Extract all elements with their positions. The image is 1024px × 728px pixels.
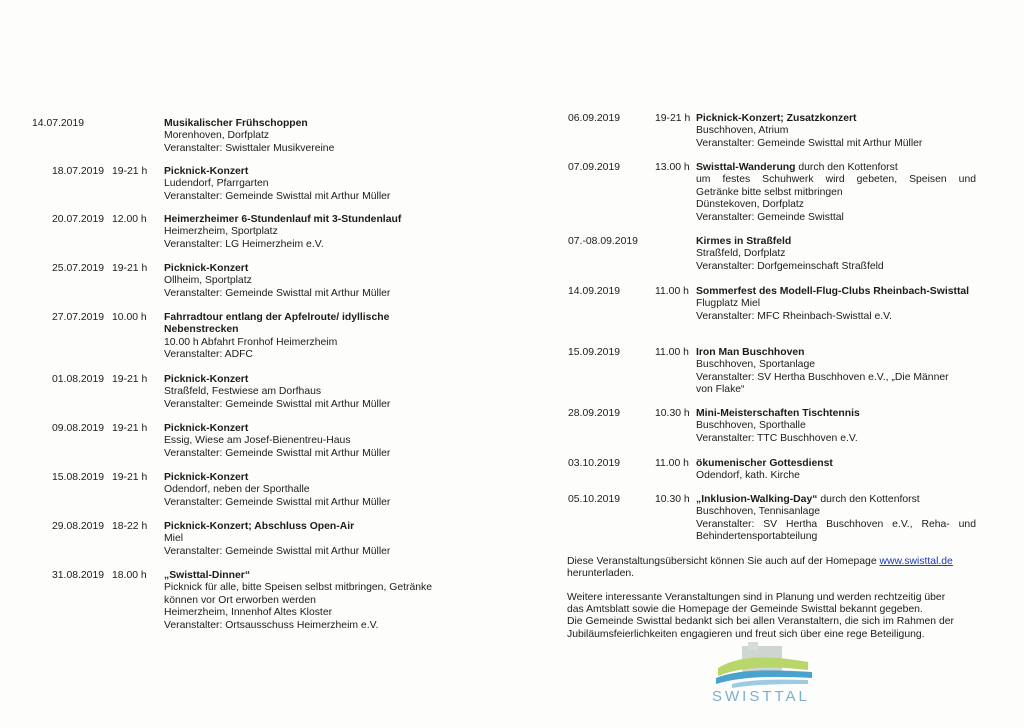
event-detail-line: Ludendorf, Pfarrgarten <box>164 178 269 190</box>
event-detail-line: Veranstalter: Gemeinde Swisttal mit Arthur Müller <box>164 545 391 557</box>
event-detail-line: Veranstalter: Swisttaler Musikvereine <box>164 142 335 154</box>
event-time: 19-21 h <box>655 113 691 124</box>
event-detail-line: Buschhoven, Atrium <box>696 125 789 137</box>
event-detail-line: Dünstekoven, Dorfplatz <box>696 199 805 211</box>
event-detail-line: Veranstalter: Gemeinde Swisttal mit Arthur Müller <box>164 190 391 202</box>
event-detail-line: Veranstalter: MFC Rheinbach-Swisttal e.V. <box>696 310 892 322</box>
event-detail-line: Buschhoven, Sporthalle <box>696 420 806 432</box>
event-title-line <box>164 570 454 582</box>
event-title-line <box>164 423 454 435</box>
event-date: 27.07.2019 <box>52 312 105 323</box>
event-date: 14.09.2019 <box>568 286 621 297</box>
homepage-text: Diese Veranstaltungsübersicht können Sie auch auf der Homepage <box>567 556 877 567</box>
event-title: Fahrradtour entlang der Apfelroute/ idyllische Nebenstrecken <box>164 312 390 336</box>
event-title: Picknick-Konzert <box>164 263 249 274</box>
event-details <box>696 347 976 397</box>
event-detail-line: Behindertensportabteilung <box>696 531 818 543</box>
event-time: 18-22 h <box>112 521 148 532</box>
event-date: 05.10.2019 <box>568 494 621 505</box>
event-detail-line: Morenhoven, Dorfplatz <box>164 130 270 142</box>
logo-lightblue-wave <box>732 680 808 688</box>
event-detail-line: Heimerzheim, Sportplatz <box>164 226 278 238</box>
event-details <box>696 113 976 150</box>
event-detail-line: Buschhoven, Sportanlage <box>696 359 816 371</box>
event-time: 11.00 h <box>655 286 689 297</box>
event-title: „Swisttal-Dinner“ <box>164 570 251 581</box>
event-title: Mini-Meisterschaften Tischtennis <box>696 408 860 419</box>
event-date: 31.08.2019 <box>52 570 105 581</box>
event-date: 20.07.2019 <box>52 214 105 225</box>
event-date: 18.07.2019 <box>52 166 105 177</box>
event-detail-line: Veranstalter: Gemeinde Swisttal mit Arthur Müller <box>164 496 391 508</box>
event-details <box>164 263 454 300</box>
event-detail-line: Veranstalter: Gemeinde Swisttal mit Arthur Müller <box>696 137 923 149</box>
event-title-line <box>696 408 976 420</box>
event-time: 10.30 h <box>655 408 690 419</box>
event-title-line <box>696 113 976 125</box>
event-details <box>164 312 454 362</box>
event-detail-line: Straßfeld, Festwiese am Dorfhaus <box>164 386 322 398</box>
event-date: 25.07.2019 <box>52 263 105 274</box>
closing-line: Die Gemeinde Swisttal bedankt sich bei allen Veranstaltern, die sich im Rahmen der <box>567 616 954 628</box>
event-title-line <box>164 166 454 178</box>
event-details <box>164 214 454 251</box>
event-title-line <box>696 162 976 174</box>
event-time: 13.00 h <box>655 162 690 173</box>
event-title-line <box>164 521 454 533</box>
closing-note <box>567 592 973 641</box>
event-title-line <box>164 374 454 386</box>
event-details <box>696 162 976 224</box>
event-date: 15.08.2019 <box>52 472 105 483</box>
event-title: Picknick-Konzert; Zusatzkonzert <box>696 113 857 124</box>
event-title: Picknick-Konzert <box>164 423 249 434</box>
event-date: 03.10.2019 <box>568 458 621 469</box>
event-detail-line: Veranstalter: Ortsausschuss Heimerzheim e.V. <box>164 619 379 631</box>
homepage-note <box>567 556 973 580</box>
event-title: „Inklusion-Walking-Day“ <box>696 494 818 505</box>
event-detail-line: 10.00 h Abfahrt Fronhof Heimerzheim <box>164 336 338 348</box>
event-date: 29.08.2019 <box>52 521 105 532</box>
event-detail-line: Flugplatz Miel <box>696 298 761 310</box>
event-title: Kirmes in Straßfeld <box>696 236 792 247</box>
event-title-line <box>164 263 454 275</box>
event-detail-line: Getränke bitte selbst mitbringen <box>696 186 843 198</box>
event-detail-line: Veranstalter: LG Heimerzheim e.V. <box>164 238 324 250</box>
event-detail-line: Veranstalter: TTC Buschhoven e.V. <box>696 432 858 444</box>
event-date: 09.08.2019 <box>52 423 105 434</box>
event-details <box>164 118 454 155</box>
event-title: Iron Man Buschhoven <box>696 347 805 358</box>
event-title-line <box>696 347 976 359</box>
logo-building-tower <box>748 642 758 650</box>
logo-text: SWISTTAL <box>712 688 810 705</box>
event-detail-line: Veranstalter: Gemeinde Swisttal mit Arthur Müller <box>164 398 391 410</box>
event-details <box>164 423 454 460</box>
event-title-line <box>696 286 976 298</box>
event-details <box>164 570 454 632</box>
event-detail-line: Heimerzheim, Innenhof Altes Kloster <box>164 607 333 619</box>
event-title-line <box>164 472 454 484</box>
event-time: 19-21 h <box>112 423 148 434</box>
event-title-line <box>696 494 976 506</box>
event-detail-line: Veranstalter: Gemeinde Swisttal <box>696 211 844 223</box>
event-details <box>164 374 454 411</box>
event-date: 07.09.2019 <box>568 162 621 173</box>
event-date: 15.09.2019 <box>568 347 621 358</box>
event-date: 01.08.2019 <box>52 374 105 385</box>
homepage-text-2: herunterladen. <box>567 568 635 580</box>
event-details <box>696 458 976 483</box>
event-title: Picknick-Konzert <box>164 472 249 483</box>
event-detail-line: von Flake“ <box>696 384 745 396</box>
event-detail-line: Veranstalter: Dorfgemeinschaft Straßfeld <box>696 260 884 272</box>
event-date: 28.09.2019 <box>568 408 621 419</box>
homepage-link[interactable]: www.swisttal.de <box>879 556 953 567</box>
event-details <box>696 236 976 273</box>
event-title-line <box>696 458 976 470</box>
event-detail-line: können vor Ort erworben werden <box>164 594 316 606</box>
event-title: Picknick-Konzert <box>164 166 249 177</box>
swisttal-logo-graphic <box>712 640 822 690</box>
event-time: 10.30 h <box>655 494 690 505</box>
event-title: Musikalischer Frühschoppen <box>164 118 308 129</box>
event-date: 06.09.2019 <box>568 113 621 124</box>
event-detail-line: Buschhoven, Tennisanlage <box>696 506 821 518</box>
event-detail-line: Miel <box>164 533 184 545</box>
event-title: Picknick-Konzert; Abschluss Open-Air <box>164 521 355 532</box>
event-date: 07.-08.09.2019 <box>568 236 638 247</box>
closing-line: Weitere interessante Veranstaltungen sind in Planung und werden rechtzeitig über <box>567 592 946 603</box>
event-time: 11.00 h <box>655 458 689 469</box>
event-title-suffix: durch den Kottenforst <box>795 162 898 173</box>
event-title-suffix: durch den Kottenforst <box>817 494 920 505</box>
event-time: 19-21 h <box>112 166 148 177</box>
event-time: 10.00 h <box>112 312 147 323</box>
event-detail-line: Essig, Wiese am Josef-Bienentreu-Haus <box>164 435 351 447</box>
event-time: 19-21 h <box>112 472 148 483</box>
event-title: Picknick-Konzert <box>164 374 249 385</box>
event-detail-line: Picknick für alle, bitte Speisen selbst mitbringen, Getränke <box>164 582 432 594</box>
event-details <box>696 408 976 445</box>
event-time: 18.00 h <box>112 570 147 581</box>
event-details <box>164 166 454 203</box>
event-detail-line: Veranstalter: Gemeinde Swisttal mit Arthur Müller <box>164 287 391 299</box>
event-date: 14.07.2019 <box>32 118 85 129</box>
event-detail-line: Ollheim, Sportplatz <box>164 275 252 287</box>
event-detail-line: Odendorf, neben der Sporthalle <box>164 484 310 496</box>
event-detail-line: Veranstalter: Gemeinde Swisttal mit Arthur Müller <box>164 447 391 459</box>
event-title-line <box>164 118 454 130</box>
event-title-line <box>164 312 454 337</box>
event-time: 11.00 h <box>655 347 689 358</box>
event-detail-line: Straßfeld, Dorfplatz <box>696 248 786 260</box>
event-detail-line: Odendorf, kath. Kirche <box>696 470 800 482</box>
event-details <box>696 286 976 323</box>
swisttal-logo <box>712 640 822 710</box>
event-detail-line: Veranstalter: ADFC <box>164 349 253 361</box>
event-title: ökumenischer Gottesdienst <box>696 458 833 469</box>
event-detail-line: Veranstalter: SV Hertha Buschhoven e.V., Reha- und <box>696 518 976 530</box>
event-details <box>164 521 454 558</box>
event-time: 19-21 h <box>112 374 148 385</box>
event-title-line <box>696 236 976 248</box>
event-time: 19-21 h <box>112 263 148 274</box>
event-title: Sommerfest des Modell-Flug-Clubs Rheinbach-Swisttal <box>696 286 970 297</box>
event-title: Swisttal-Wanderung <box>696 162 796 173</box>
event-detail-line: um festes Schuhwerk wird gebeten, Speisen und <box>696 174 976 186</box>
event-details <box>696 494 976 544</box>
event-title-line <box>164 214 454 226</box>
closing-line: Jubiläumsfeierlichkeiten engagieren und freut sich über eine rege Beteiligung. <box>567 628 925 640</box>
closing-line: das Amtsblatt sowie die Homepage der Gemeinde Swisttal bekannt gegeben. <box>567 604 923 616</box>
event-detail-line: Veranstalter: SV Hertha Buschhoven e.V., „Die Männer <box>696 371 949 383</box>
event-details <box>164 472 454 509</box>
event-title: Heimerzheimer 6-Stundenlauf mit 3-Stundenlauf <box>164 214 402 225</box>
event-time: 12.00 h <box>112 214 147 225</box>
